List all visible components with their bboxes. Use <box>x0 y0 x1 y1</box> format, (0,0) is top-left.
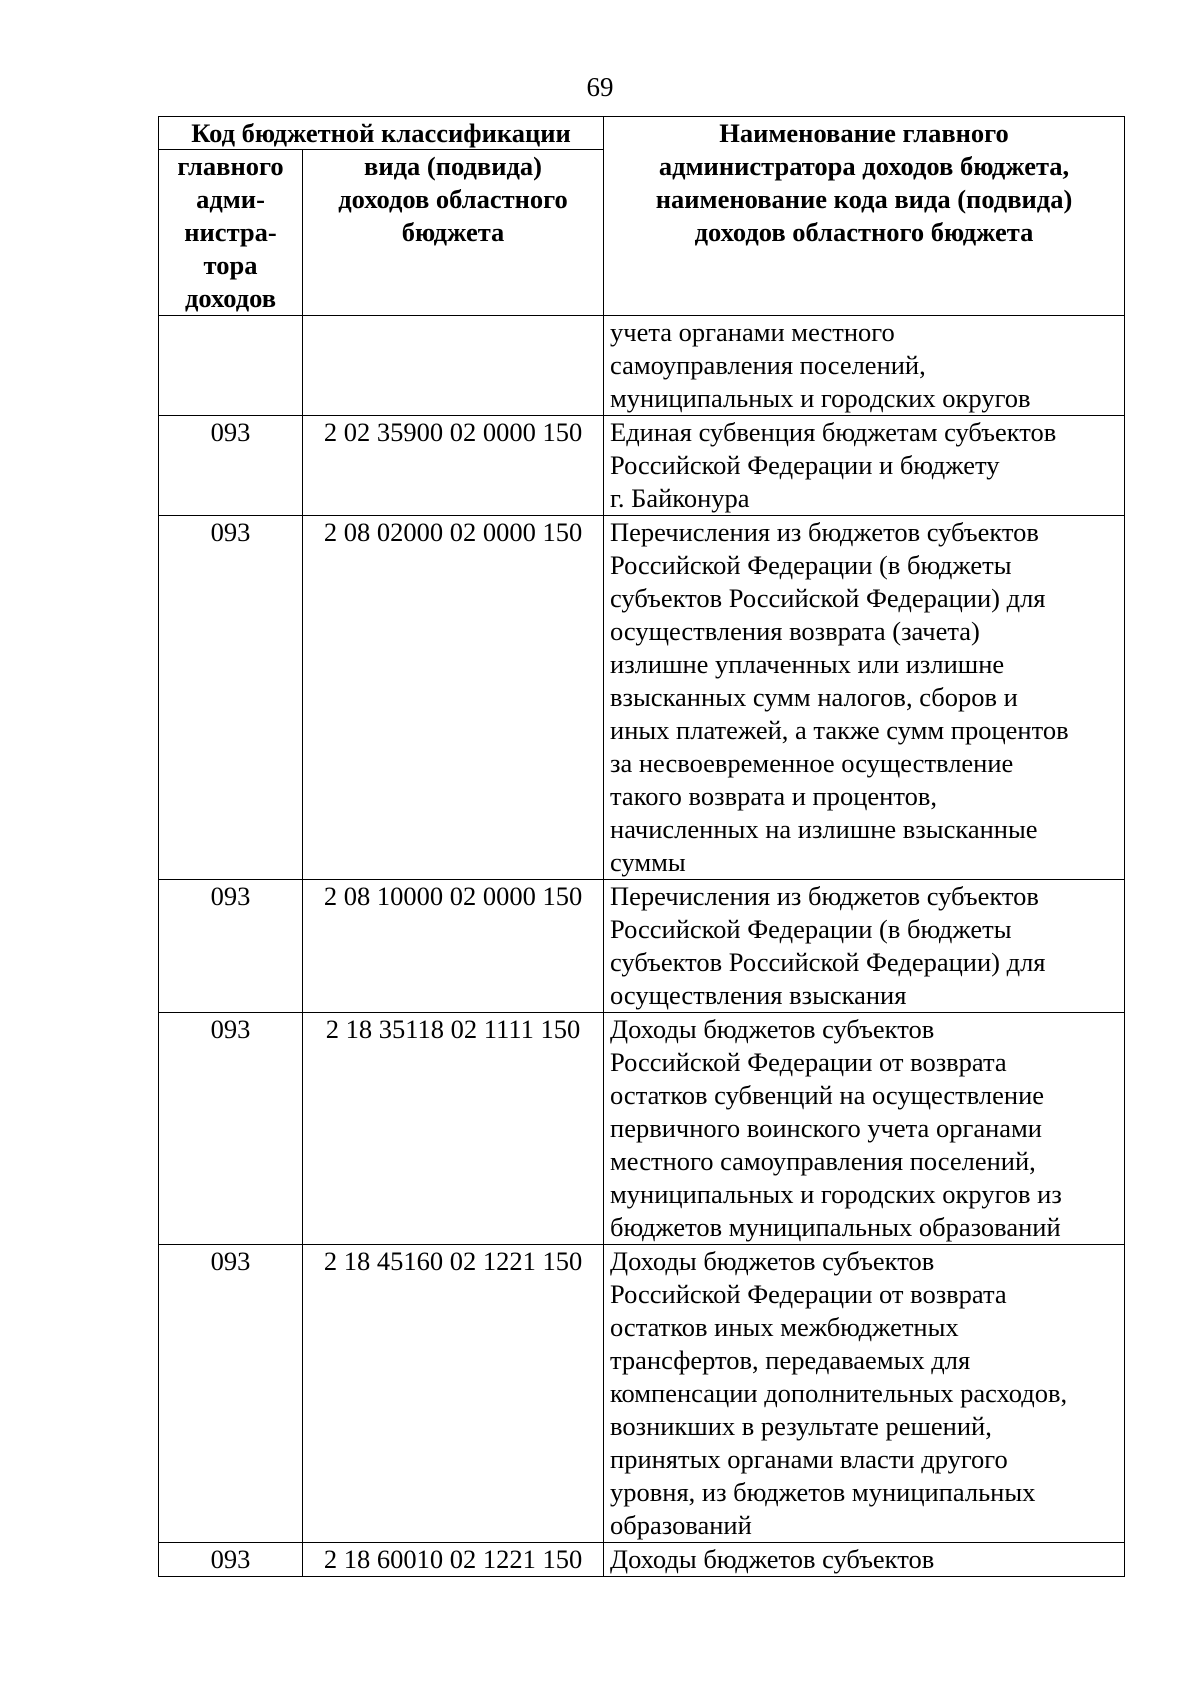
table-row <box>159 516 1125 880</box>
name-line: учета органами местного <box>610 317 895 347</box>
header-line: администратора доходов бюджета, <box>658 151 1070 181</box>
header-line: наименование кода вида (подвида) <box>655 184 1073 214</box>
table-row <box>159 880 1125 1013</box>
name-line: муниципальных и городских округов из <box>610 1179 1062 1209</box>
income-code-cell: 2 08 02000 02 0000 150 <box>303 516 604 880</box>
name-cell <box>604 1013 1125 1245</box>
name-line: самоуправления поселений, <box>610 350 926 380</box>
name-line: уровня, из бюджетов муниципальных <box>610 1477 1036 1507</box>
name-line: Российской Федерации от возврата <box>610 1047 1007 1077</box>
table-header <box>159 117 1125 316</box>
name-line: Перечисления из бюджетов субъектов <box>610 881 1039 911</box>
name-cell <box>604 516 1125 880</box>
name-line: излишне уплаченных или излишне <box>610 649 1005 679</box>
name-line: г. Байконура <box>610 483 750 513</box>
name-line: компенсации дополнительных расходов, <box>610 1378 1068 1408</box>
name-line: суммы <box>610 847 686 877</box>
kind-column-header <box>303 150 604 316</box>
income-code-cell: 2 02 35900 02 0000 150 <box>303 416 604 516</box>
name-line: возникших в результате решений, <box>610 1411 992 1441</box>
header-line: бюджета <box>401 217 505 247</box>
table-row <box>159 416 1125 516</box>
name-line: иных платежей, а также сумм процентов <box>610 715 1069 745</box>
table-row <box>159 1543 1125 1577</box>
budget-code-group-header: Код бюджетной классификации <box>159 117 604 150</box>
name-line: Доходы бюджетов субъектов <box>610 1246 935 1276</box>
name-line: взысканных сумм налогов, сборов и <box>610 682 1018 712</box>
table-body <box>159 316 1125 1577</box>
admin-code-cell: 093 <box>159 1013 303 1245</box>
name-line: Российской Федерации и бюджету <box>610 450 1000 480</box>
admin-column-header <box>159 150 303 316</box>
name-line: осуществления взыскания <box>610 980 907 1010</box>
header-row-top <box>159 117 1125 150</box>
name-line: трансфертов, передаваемых для <box>610 1345 971 1375</box>
name-line: образований <box>610 1510 752 1540</box>
table-row <box>159 1013 1125 1245</box>
admin-code-cell: 093 <box>159 1245 303 1543</box>
name-cell <box>604 316 1125 416</box>
header-line: главного <box>177 151 284 181</box>
name-cell <box>604 1543 1125 1577</box>
income-code-cell: 2 18 60010 02 1221 150 <box>303 1543 604 1577</box>
header-line: доходов областного бюджета <box>694 217 1034 247</box>
name-cell <box>604 1245 1125 1543</box>
name-line: субъектов Российской Федерации) для <box>610 947 1046 977</box>
header-line: нистра- <box>184 217 277 247</box>
name-cell <box>604 416 1125 516</box>
name-column-header <box>604 117 1125 316</box>
budget-classification-table <box>158 116 1125 1577</box>
name-line: местного самоуправления поселений, <box>610 1146 1036 1176</box>
admin-code-cell: 093 <box>159 416 303 516</box>
header-line: тора <box>203 250 258 280</box>
table-row <box>159 316 1125 416</box>
name-line: за несвоевременное осуществление <box>610 748 1014 778</box>
page-number: 69 <box>586 72 614 102</box>
name-line: субъектов Российской Федерации) для <box>610 583 1046 613</box>
name-line: осуществления возврата (зачета) <box>610 616 980 646</box>
admin-code-cell: 093 <box>159 880 303 1013</box>
name-line: Российской Федерации (в бюджеты <box>610 914 1012 944</box>
name-line: Доходы бюджетов субъектов <box>610 1014 935 1044</box>
admin-code-cell: 093 <box>159 1543 303 1577</box>
name-line: начисленных на излишне взысканные <box>610 814 1038 844</box>
name-line: первичного воинского учета органами <box>610 1113 1042 1143</box>
name-line: муниципальных и городских округов <box>610 383 1031 413</box>
header-line: адми- <box>196 184 265 214</box>
name-line: бюджетов муниципальных образований <box>610 1212 1061 1242</box>
income-code-cell <box>303 316 604 416</box>
name-line: Перечисления из бюджетов субъектов <box>610 517 1039 547</box>
name-line: остатков иных межбюджетных <box>610 1312 959 1342</box>
table-row <box>159 1245 1125 1543</box>
income-code-cell: 2 18 35118 02 1111 150 <box>303 1013 604 1245</box>
admin-code-cell <box>159 316 303 416</box>
admin-code-cell: 093 <box>159 516 303 880</box>
income-code-cell: 2 08 10000 02 0000 150 <box>303 880 604 1013</box>
name-cell <box>604 880 1125 1013</box>
name-line: принятых органами власти другого <box>610 1444 1008 1474</box>
header-line: доходов областного <box>338 184 568 214</box>
header-line: Наименование главного <box>719 118 1009 148</box>
name-line: Доходы бюджетов субъектов <box>610 1544 935 1574</box>
income-code-cell: 2 18 45160 02 1221 150 <box>303 1245 604 1543</box>
name-line: такого возврата и процентов, <box>610 781 937 811</box>
name-line: Российской Федерации (в бюджеты <box>610 550 1012 580</box>
name-line: остатков субвенций на осуществление <box>610 1080 1045 1110</box>
header-line: вида (подвида) <box>364 151 542 181</box>
header-line: доходов <box>184 283 277 313</box>
name-line: Российской Федерации от возврата <box>610 1279 1007 1309</box>
name-line: Единая субвенция бюджетам субъектов <box>610 417 1057 447</box>
